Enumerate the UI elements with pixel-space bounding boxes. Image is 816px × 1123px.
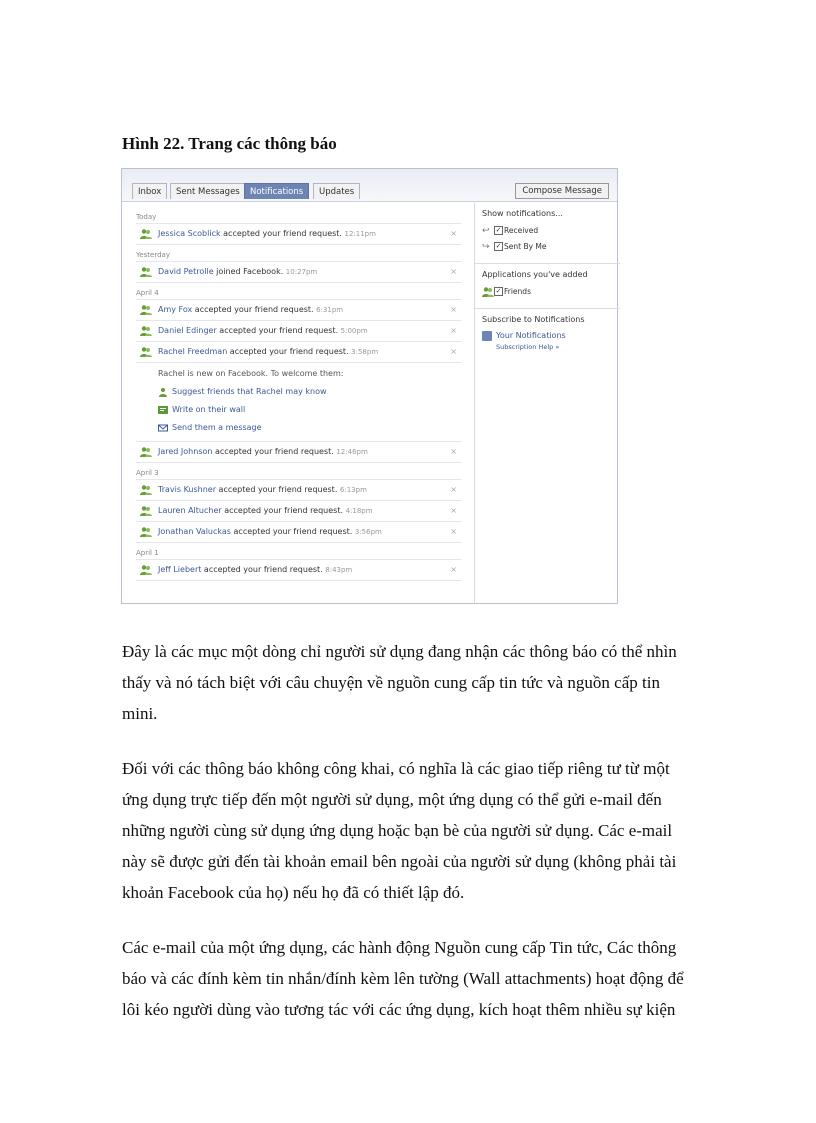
notification-time: 6:13pm: [339, 486, 367, 494]
notification-time: 3:56pm: [354, 528, 382, 536]
subscribe-heading: Subscribe to Notifications: [482, 315, 585, 324]
suggest-friends-icon: [158, 387, 168, 397]
day-heading: April 4: [136, 289, 461, 300]
notification-row: [136, 262, 461, 283]
received-filter[interactable]: [482, 223, 612, 239]
tab-bar: [122, 169, 617, 202]
notification-row: [136, 224, 461, 245]
notification-time: 6:31pm: [316, 306, 344, 314]
wall-icon: [158, 405, 168, 415]
user-link[interactable]: David Petrolle: [158, 267, 214, 276]
notification-text: [158, 224, 376, 244]
notification-row: [136, 300, 461, 321]
remove-notification-icon[interactable]: ×: [450, 485, 457, 494]
tab-sent-messages[interactable]: Sent Messages: [170, 183, 246, 199]
remove-notification-icon[interactable]: ×: [450, 267, 457, 276]
tab-notifications[interactable]: Notifications: [244, 183, 309, 199]
received-checkbox[interactable]: ✓: [495, 226, 502, 234]
notification-time: 5:00pm: [340, 327, 368, 335]
friend-request-icon: [140, 564, 152, 576]
paragraph-1: Đây là các mục một dòng chỉ người sử dụng đang nhận các thông báo có thể nhìn thấy và nó tách biệt với câu chuyện về nguồn cung cấp tin tức và nguồn cấp tin mini.: [122, 642, 677, 723]
remove-notification-icon[interactable]: ×: [450, 527, 457, 536]
remove-notification-icon[interactable]: ×: [450, 326, 457, 335]
friend-request-icon: [140, 325, 152, 337]
sent-by-me-filter[interactable]: [482, 239, 612, 255]
your-notifications-label: Your Notifications: [496, 331, 566, 340]
show-notifications-heading: Show notifications...: [482, 209, 563, 218]
subscription-help-link[interactable]: Subscription Help »: [496, 343, 560, 351]
paragraph-3: Các e-mail của một ứng dụng, các hành động Nguồn cung cấp Tin tức, Các thông báo và các đính kèm tin nhắn/đính kèm lên tường (Wall attachments) hoạt động để lôi kéo người dùng vào tương tác với các ứng dụng, kích hoạt thêm nhiều sự kiện: [122, 938, 684, 1019]
notification-action: accepted your friend request.: [227, 347, 352, 356]
notification-text: [158, 501, 373, 521]
welcome-action[interactable]: [158, 383, 461, 401]
sent-arrow-icon: ↪: [482, 242, 490, 252]
notification-text: [158, 300, 343, 320]
notification-text: [158, 262, 317, 282]
sidebar-separator: [474, 263, 620, 264]
notification-action: accepted your friend request.: [220, 229, 345, 238]
notification-time: 3:58pm: [351, 348, 379, 356]
notification-time: 4:18pm: [345, 507, 373, 515]
notification-text: [158, 342, 378, 362]
notification-sidebar: [482, 209, 612, 351]
friend-request-icon: [140, 505, 152, 517]
friend-request-icon: [140, 304, 152, 316]
notification-row: [136, 321, 461, 342]
remove-notification-icon[interactable]: ×: [450, 506, 457, 515]
welcome-action-label: Suggest friends that Rachel may know: [172, 387, 327, 396]
notification-time: 10:27pm: [285, 268, 318, 276]
notification-time: 12:11pm: [344, 230, 376, 238]
user-link[interactable]: Jared Johnson: [158, 447, 213, 456]
notification-text: [158, 522, 382, 542]
welcome-action[interactable]: [158, 401, 461, 419]
message-envelope-icon: [158, 423, 168, 433]
user-link[interactable]: Lauren Altucher: [158, 506, 222, 515]
remove-notification-icon[interactable]: ×: [450, 347, 457, 356]
notification-row: [136, 442, 461, 463]
notification-text: [158, 442, 368, 462]
notification-action: accepted your friend request.: [201, 565, 326, 574]
friend-request-icon: [140, 266, 152, 278]
welcome-action-label: Send them a message: [172, 423, 262, 432]
user-link[interactable]: Daniel Edinger: [158, 326, 217, 335]
friends-checkbox[interactable]: ✓: [495, 287, 502, 295]
day-heading: April 1: [136, 549, 461, 560]
day-heading: Yesterday: [136, 251, 461, 262]
paragraph-2: Đối với các thông báo không công khai, có nghĩa là các giao tiếp riêng tư từ một ứng dụng trực tiếp đến một người sử dụng, một ứng dụng có thể gửi e-mail đến những người cùng sử dụng ứng dụng hoặc bạn bè của người sử dụng. Các e-mail này sẽ được gửi đến tài khoản email bên ngoài của người sử dụng (không phải tài khoản Facebook của họ) nếu họ đã có thiết lập đó.: [122, 759, 677, 902]
welcome-action[interactable]: [158, 419, 461, 437]
notification-action: accepted your friend request.: [230, 527, 355, 536]
received-arrow-icon: ↩: [482, 226, 490, 236]
user-link[interactable]: Jeff Liebert: [158, 565, 202, 574]
notification-action: accepted your friend request.: [212, 447, 337, 456]
friend-request-icon: [140, 484, 152, 496]
notification-row: [136, 480, 461, 501]
remove-notification-icon[interactable]: ×: [450, 447, 457, 456]
friends-filter[interactable]: [482, 284, 612, 300]
notification-action: accepted your friend request.: [216, 326, 341, 335]
notification-action: joined Facebook.: [213, 267, 286, 276]
notification-action: accepted your friend request.: [221, 506, 346, 515]
notification-list: [136, 207, 461, 581]
remove-notification-icon[interactable]: ×: [450, 305, 457, 314]
notification-time: 12:46pm: [336, 448, 368, 456]
user-link[interactable]: Jessica Scoblick: [158, 229, 221, 238]
notification-row: [136, 522, 461, 543]
friend-request-icon: [140, 228, 152, 240]
notification-text: [158, 560, 352, 580]
notification-row: [136, 560, 461, 581]
tab-updates[interactable]: Updates: [313, 183, 360, 199]
notifications-screenshot: [121, 168, 618, 604]
welcome-intro: Rachel is new on Facebook. To welcome them:: [158, 369, 344, 378]
sent-by-me-label: Sent By Me: [504, 242, 547, 251]
user-link[interactable]: Travis Kushner: [158, 485, 217, 494]
remove-notification-icon[interactable]: ×: [450, 229, 457, 238]
notification-row: [136, 342, 461, 363]
friend-request-icon: [140, 346, 152, 358]
user-link[interactable]: Rachel Freedman: [158, 347, 228, 356]
compose-message-button[interactable]: Compose Message: [515, 183, 609, 199]
rss-icon: [482, 331, 492, 341]
welcome-action-label: Write on their wall: [172, 405, 246, 414]
notification-text: [158, 321, 368, 341]
notification-action: accepted your friend request.: [192, 305, 317, 314]
friends-icon: [482, 286, 494, 298]
received-label: Received: [504, 226, 539, 235]
user-link[interactable]: Amy Fox: [158, 305, 193, 314]
sidebar-separator: [474, 308, 620, 309]
notification-text: [158, 480, 367, 500]
welcome-suggestions: [136, 363, 461, 442]
figure-caption: Hình 22. Trang các thông báo: [122, 134, 337, 153]
your-notifications-link[interactable]: [482, 329, 612, 343]
remove-notification-icon[interactable]: ×: [450, 565, 457, 574]
day-heading: Today: [136, 213, 461, 224]
sent-by-me-checkbox[interactable]: ✓: [495, 242, 502, 250]
friend-request-icon: [140, 526, 152, 538]
friends-label: Friends: [504, 287, 531, 296]
notification-row: [136, 501, 461, 522]
friend-request-icon: [140, 446, 152, 458]
notification-time: 8:43pm: [325, 566, 353, 574]
column-divider: [474, 201, 475, 603]
day-heading: April 3: [136, 469, 461, 480]
applications-heading: Applications you've added: [482, 270, 588, 279]
notification-action: accepted your friend request.: [216, 485, 340, 494]
tab-inbox[interactable]: Inbox: [132, 183, 167, 199]
user-link[interactable]: Jonathan Valuckas: [158, 527, 231, 536]
